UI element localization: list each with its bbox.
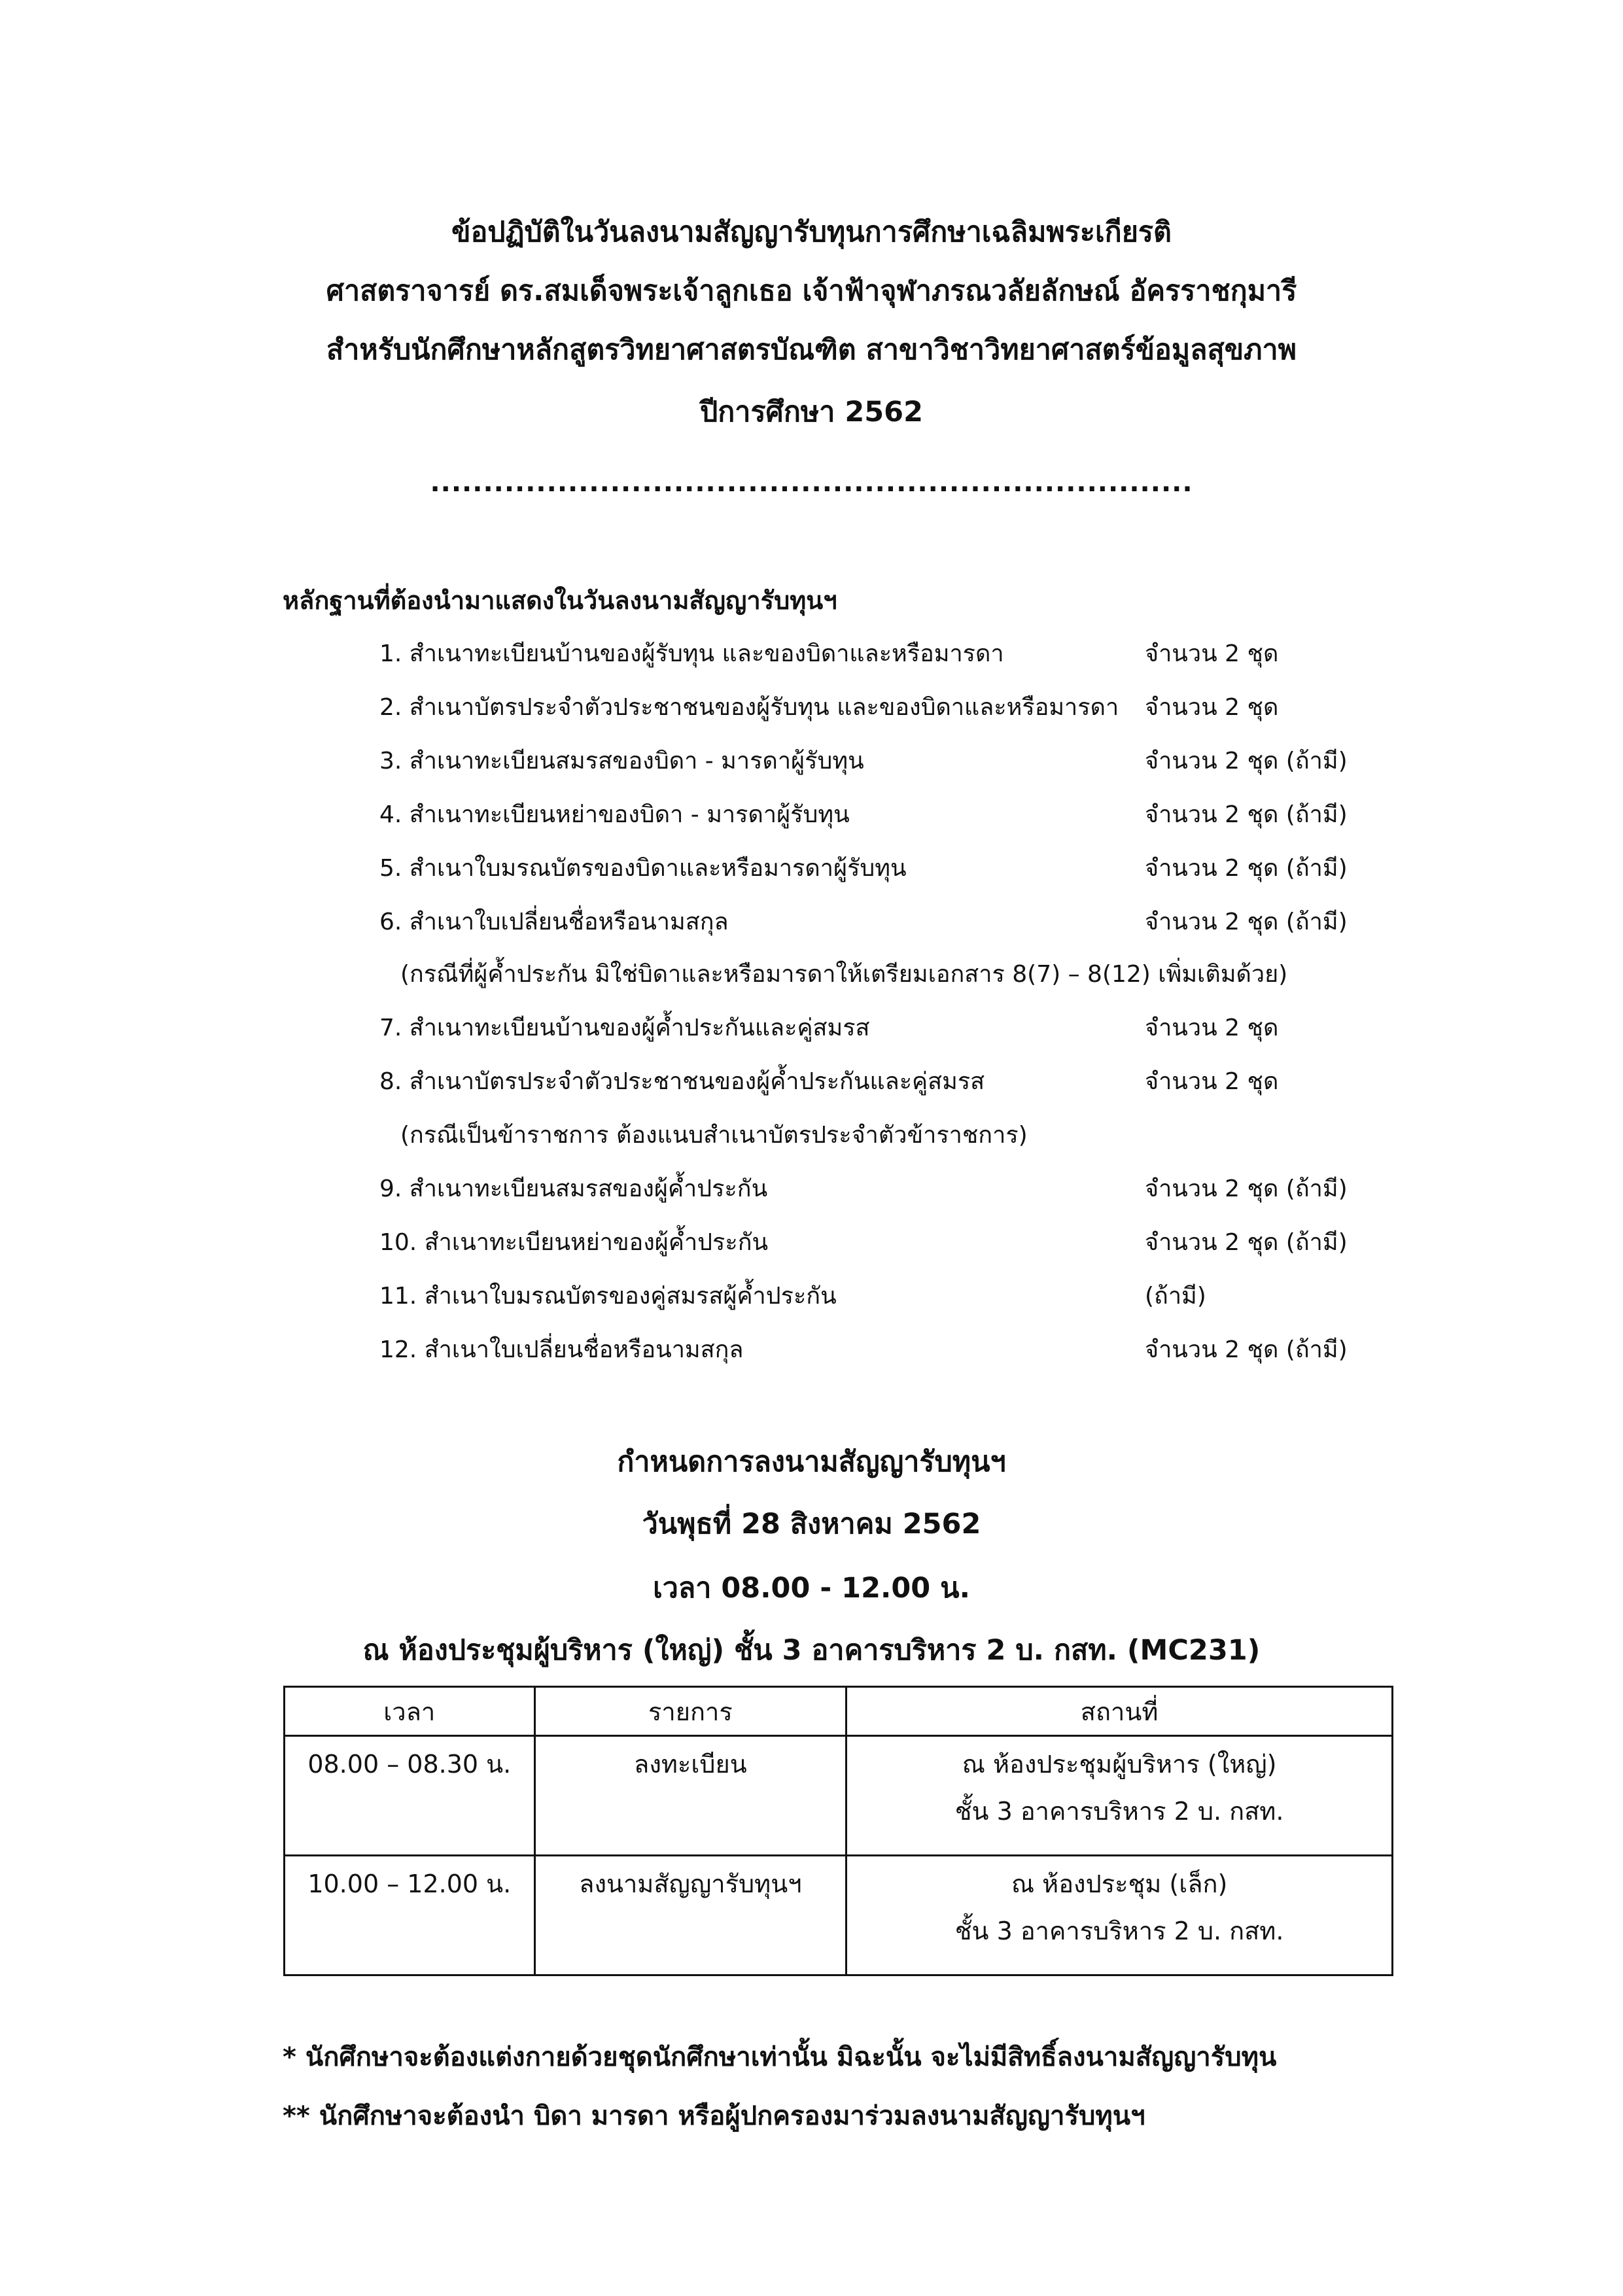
cell-time: 10.00 – 12.00 น. <box>285 1856 535 1975</box>
signing-title: กำหนดการลงนามสัญญารับทุนฯ <box>617 1446 1006 1478</box>
civil-servant-note: (กรณีเป็นข้าราชการ ต้องแนบสำเนาบัตรประจำตัวข้าราชการ) <box>400 1122 1028 1149</box>
place-line: ชั้น 3 อาคารบริหาร 2 บ. กสท. <box>954 1917 1284 1945</box>
footnote-dress-code: * นักศึกษาจะต้องแต่งกายด้วยชุดนักศึกษาเท่านั้น มิฉะนั้น จะไม่มีสิทธิ์ลงนามสัญญารับทุน <box>283 2042 1277 2072</box>
list-item-quantity: จำนวน 2 ชุด (ถ้ามี) <box>1145 801 1348 828</box>
cell-place <box>846 1736 1393 1856</box>
document-title-line-4: ปีการศึกษา 2562 <box>699 396 924 428</box>
list-item-quantity: จำนวน 2 ชุด (ถ้ามี) <box>1145 855 1348 882</box>
list-item-quantity: จำนวน 2 ชุด <box>1145 1015 1279 1041</box>
cell-place <box>846 1856 1393 1975</box>
column-header-place: สถานที่ <box>846 1687 1393 1736</box>
list-item <box>0 742 1623 781</box>
evidence-heading: หลักฐานที่ต้องนำมาแสดงในวันลงนามสัญญารับทุนฯ <box>283 586 837 615</box>
list-item <box>0 1009 1623 1048</box>
list-item-text: 8. สำเนาบัตรประจำตัวประชาชนของผู้ค้ำประกันและคู่สมรส <box>379 1068 985 1095</box>
list-item <box>0 1170 1623 1209</box>
guarantor-note: (กรณีที่ผู้ค้ำประกัน มิใช่บิดาและหรือมารดาให้เตรียมเอกสาร 8(7) – 8(12) เพิ่มเติมด้วย) <box>400 961 1288 988</box>
list-item <box>0 903 1623 942</box>
list-item-text: 9. สำเนาทะเบียนสมรสของผู้ค้ำประกัน <box>379 1175 768 1202</box>
list-item-quantity: จำนวน 2 ชุด (ถ้ามี) <box>1145 1175 1348 1202</box>
list-item-text: 2. สำเนาบัตรประจำตัวประชาชนของผู้รับทุน และของบิดาและหรือมารดา <box>379 694 1119 721</box>
list-item-quantity: จำนวน 2 ชุด (ถ้ามี) <box>1145 748 1348 774</box>
table-row <box>285 1856 1393 1975</box>
place-line: ชั้น 3 อาคารบริหาร 2 บ. กสท. <box>954 1797 1284 1826</box>
list-item-text: 6. สำเนาใบเปลี่ยนชื่อหรือนามสกุล <box>379 909 729 935</box>
document-title-line-2: ศาสตราจารย์ ดร.สมเด็จพระเจ้าลูกเธอ เจ้าฟ้าจุฬาภรณวลัยลักษณ์ อัครราชกุมารี <box>326 275 1297 307</box>
list-item <box>0 1331 1623 1370</box>
list-item-text: 7. สำเนาทะเบียนบ้านของผู้ค้ำประกันและคู่สมรส <box>379 1015 870 1041</box>
list-item-quantity: จำนวน 2 ชุด <box>1145 1068 1279 1095</box>
table-header-row <box>285 1687 1393 1736</box>
column-header-time: เวลา <box>285 1687 535 1736</box>
place-line: ณ ห้องประชุม (เล็ก) <box>1011 1870 1228 1898</box>
list-item <box>0 1277 1623 1316</box>
list-item-text: 1. สำเนาทะเบียนบ้านของผู้รับทุน และของบิดาและหรือมารดา <box>379 640 1004 667</box>
cell-item: ลงนามสัญญารับทุนฯ <box>534 1856 846 1975</box>
list-item <box>0 849 1623 888</box>
list-item-text: 10. สำเนาทะเบียนหย่าของผู้ค้ำประกัน <box>379 1229 769 1256</box>
list-item <box>0 1223 1623 1262</box>
list-item-quantity: (ถ้ามี) <box>1145 1283 1206 1310</box>
cell-time: 08.00 – 08.30 น. <box>285 1736 535 1856</box>
list-item <box>0 795 1623 835</box>
list-item-quantity: จำนวน 2 ชุด (ถ้ามี) <box>1145 1229 1348 1256</box>
document-title-line-3: สำหรับนักศึกษาหลักสูตรวิทยาศาสตรบัณฑิต สาขาวิชาวิทยาศาสตร์ข้อมูลสุขภาพ <box>326 334 1297 366</box>
cell-item: ลงทะเบียน <box>534 1736 846 1856</box>
signing-time: เวลา 08.00 - 12.00 น. <box>653 1572 970 1605</box>
list-item-text: 5. สำเนาใบมรณบัตรของบิดาและหรือมารดาผู้รับทุน <box>379 855 907 882</box>
list-item-quantity: จำนวน 2 ชุด (ถ้ามี) <box>1145 909 1348 935</box>
list-item-quantity: จำนวน 2 ชุด <box>1145 640 1279 667</box>
place-line: ณ ห้องประชุมผู้บริหาร (ใหญ่) <box>962 1750 1277 1779</box>
signing-date: วันพุธที่ 28 สิงหาคม 2562 <box>642 1508 981 1540</box>
list-item-text: 11. สำเนาใบมรณบัตรของคู่สมรสผู้ค้ำประกัน <box>379 1283 837 1310</box>
list-item <box>0 1062 1623 1102</box>
title-separator: ........................................................................ <box>430 468 1193 498</box>
signing-venue: ณ ห้องประชุมผู้บริหาร (ใหญ่) ชั้น 3 อาคารบริหาร 2 บ. กสท. (MC231) <box>362 1634 1261 1667</box>
footnote-parents: ** นักศึกษาจะต้องนำ บิดา มารดา หรือผู้ปกครองมาร่วมลงนามสัญญารับทุนฯ <box>283 2101 1145 2131</box>
table-row <box>285 1736 1393 1856</box>
list-item-quantity: จำนวน 2 ชุด (ถ้ามี) <box>1145 1336 1348 1363</box>
document-title-line-1: ข้อปฏิบัติในวันลงนามสัญญารับทุนการศึกษาเฉลิมพระเกียรติ <box>451 216 1172 249</box>
list-item <box>0 688 1623 727</box>
list-item <box>0 635 1623 674</box>
list-item-quantity: จำนวน 2 ชุด <box>1145 694 1279 721</box>
schedule-table <box>283 1686 1393 1976</box>
column-header-item: รายการ <box>534 1687 846 1736</box>
list-item-text: 4. สำเนาทะเบียนหย่าของบิดา - มารดาผู้รับทุน <box>379 801 850 828</box>
list-item-text: 3. สำเนาทะเบียนสมรสของบิดา - มารดาผู้รับทุน <box>379 748 864 774</box>
list-item-text: 12. สำเนาใบเปลี่ยนชื่อหรือนามสกุล <box>379 1336 744 1363</box>
